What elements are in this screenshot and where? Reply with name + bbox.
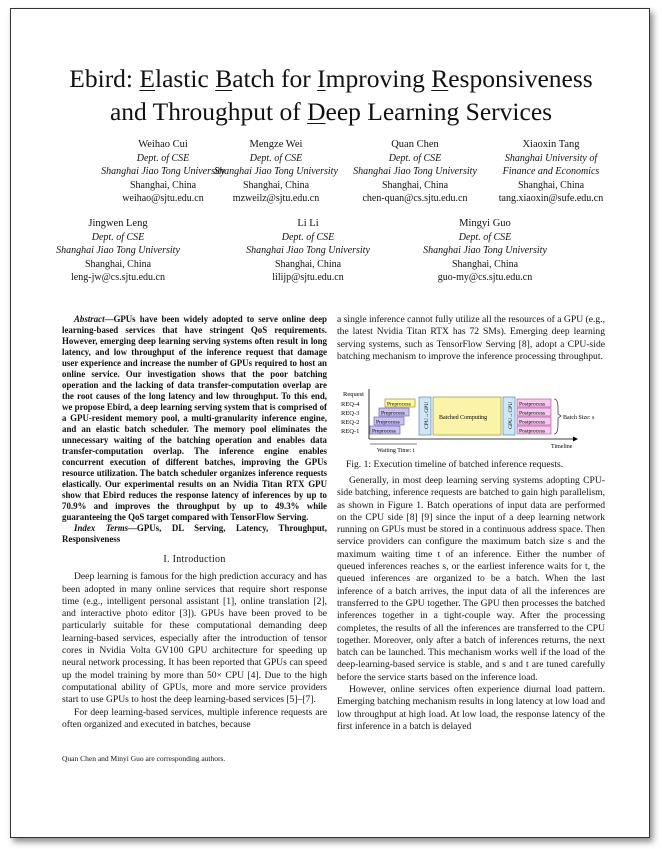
waiting-time-label: Waiting Time: t xyxy=(377,448,415,454)
postprocess-label: Postprocess xyxy=(519,428,545,435)
paragraph: For deep learning-based services, multiple inference requests are often organized and executed in batches, because xyxy=(62,706,327,730)
gpu-to-cpu-label: GPU→CPU xyxy=(508,401,514,429)
row-label: REQ-4 xyxy=(341,401,360,408)
abstract: Abstract—GPUs have been widely adopted to serve online deep learning-based services that have stringent QoS requirements. However, emerging deep learning serving systems often result in long latency, and low throughput of the inference request that damage user experience and increase the number of GPUs required to host an online service. Our investigation shows that the poor batching operation and the lacking of data transfer-computation overlap are the root causes of the long latency and low throughput. To this end, we propose Ebird, a deep learning serving system that is comprised of a GPU-resident memory pool, a multi-granularity inference engine, and an elastic batch scheduler. The memory pool eliminates the unnecessary waiting of the batching operation and enables data transfer-computation overlap. The inference engine enables concurrent execution of different batches, improving the GPUs resource utilization. The batch scheduler organizes inference requests elastically. Our experimental results on an Nvidia Titan RTX GPU show that Ebird reduces the response latency of inferences by up to 70.9% and improves the throughput by up to 49.3% while guaranteeing the QoS target compared with TensorFlow Serving. Index Terms—GPUs, DL Serving, Latency, Throughput, Responsiveness xyxy=(62,314,327,544)
row-label: REQ-2 xyxy=(341,419,360,426)
postprocess-label: Postprocess xyxy=(519,410,545,417)
timeline-diagram xyxy=(337,385,605,455)
cpu-to-gpu-label: CPU→GPU xyxy=(424,401,430,429)
right-column-bottom xyxy=(337,475,605,733)
paragraph: However, online services often experience diurnal load pattern. Emerging batching mechanism results in long latency at low load and low throughput at high load. At low load, the response latency of the first inference in a batch is delayed xyxy=(337,684,605,732)
preprocess-label: Preprocess xyxy=(387,401,411,408)
paper-title xyxy=(0,62,662,128)
footnote: Quan Chen and Minyi Guo are corresponding authors. xyxy=(62,754,226,763)
author-block: Mengze Wei Dept. of CSE Shanghai Jiao Tong University Shanghai, China mzweilz@sjtu.edu.cn xyxy=(214,139,338,204)
figure-1 xyxy=(337,385,605,455)
figure-caption: Fig. 1: Execution timeline of batched inference requests. xyxy=(346,459,564,470)
row-label: REQ-3 xyxy=(341,410,360,417)
section-heading: I. Introduction xyxy=(163,554,226,565)
right-column-top xyxy=(337,314,605,363)
preprocess-label: Preprocess xyxy=(381,410,405,417)
author-block: Mingyi Guo Dept. of CSE Shanghai Jiao Tong University Shanghai, China guo-my@cs.sjtu.edu.cn xyxy=(423,218,547,283)
row-label: REQ-1 xyxy=(341,428,360,435)
paragraph: Deep learning is famous for the high prediction accuracy and has been adopted in many online services that require short response time (e.g., intelligent personal assistant [1], online translation [2], and interactive photo editor [3]). GPUs have been proved to be particularly suitable for these computational demanding deep learning-based services, especially after the introduction of tensor cores in Nvidia Volta GV100 GPU architecture for speeding up neural network processing. It has been reported that GPUs can speed up the model training by more than 50× CPU [4]. Due to the high computational ability of GPUs, more and more service providers start to use GPUs to host the deep learning-based services [5]–[7]. xyxy=(62,571,327,706)
author-block: Jingwen Leng Dept. of CSE Shanghai Jiao Tong University Shanghai, China leng-jw@cs.sjtu.edu.cn xyxy=(56,218,180,283)
preprocess-label: Preprocess xyxy=(376,419,400,426)
timeline-arrow xyxy=(573,437,578,442)
timeline-label: Timeline xyxy=(551,444,573,450)
left-column xyxy=(62,314,327,731)
author-block: Li Li Dept. of CSE Shanghai Jiao Tong University Shanghai, China lilijp@sjtu.edu.cn xyxy=(246,218,370,283)
author-block: Quan Chen Dept. of CSE Shanghai Jiao Tong University Shanghai, China chen-quan@cs.sjtu.edu.cn xyxy=(353,139,477,204)
batch-size-label: Batch Size: s xyxy=(563,415,595,421)
preprocess-label: Preprocess xyxy=(372,428,396,435)
batched-computing-label: Batched Computing xyxy=(439,415,488,421)
batch-size-brace xyxy=(554,399,561,434)
paragraph: Generally, in most deep learning serving systems adopting CPU-side batching, inference requests are batched to gain high parallelism, as shown in Figure 1. Batch operations of input data are performed on the CPU side [8] [9] since the input of a deep learning network running on GPUs must be stored in a continuous address space. Then service providers can configure the maximum batch size s and the maximum waiting time t of an inference. Either the number of queued inferences reaches s, or the earliest inference waits for t, the queued inferences are organized to be a batch. When the last inference of a batch arrives, the input data of all the inferences are transferred to the GPU together. The GPU then processes the batched inferences together in a tight-couple way. After the processing completes, the results of all the inferences are transferred to the CPU together. Moreover, only after a batch of inferences returns, the next batch can be launched. This mechanism works well if the load of the deep-learning-based service is stable, and s and t are tuned carefully before the service starts based on the inference load. xyxy=(337,475,605,683)
title-line-1: Ebird: Elastic Batch for Improving Responsiveness xyxy=(69,64,593,93)
postprocess-label: Postprocess xyxy=(519,419,545,426)
postprocess-label: Postprocess xyxy=(519,401,545,408)
request-axis-label: Request xyxy=(343,391,364,398)
author-block: Weihao Cui Dept. of CSE Shanghai Jiao Tong University Shanghai, China weihao@sjtu.edu.cn xyxy=(101,139,225,204)
paragraph: a single inference cannot fully utilize all the resources of a GPU (e.g., the latest Nvidia Titan RTX has 72 SMs). Emerging deep learning serving systems, such as TensorFlow Serving [8], adopt a CPU-side batching mechanism to improve the inference processing throughput. xyxy=(337,314,605,362)
title-line-2: and Throughput of Deep Learning Services xyxy=(109,97,553,126)
author-block: Xiaoxin Tang Shanghai University of Finance and Economics Shanghai, China tang.xiaoxin@sufe.edu.cn xyxy=(498,139,604,204)
